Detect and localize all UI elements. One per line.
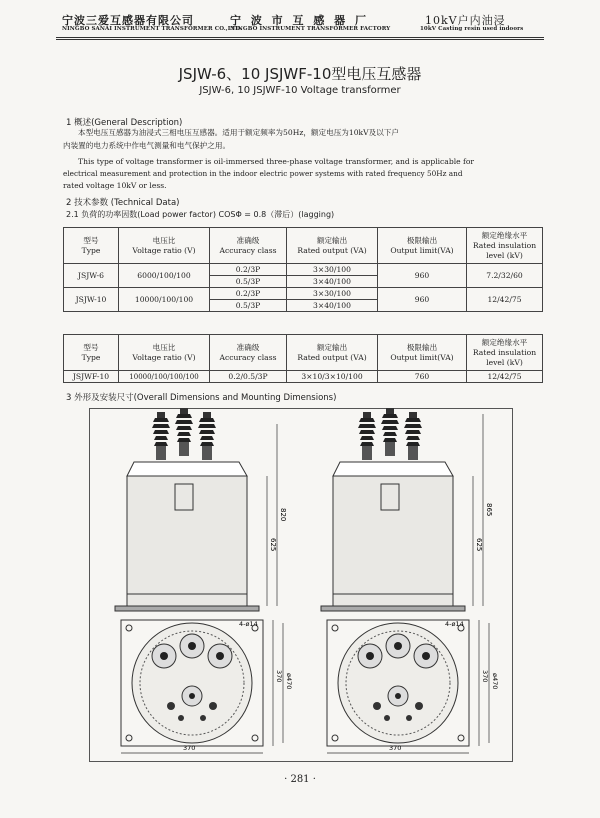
left-transformer-plan-view (121, 620, 283, 753)
cell-accuracy: 0.5/3P (210, 300, 287, 312)
page-subtitle: JSJW-6, 10 JSJWF-10 Voltage transformer (199, 85, 401, 96)
factory-name-en: NINGBO INSTRUMENT TRANSFORMER FACTORY (230, 26, 391, 32)
table-row (64, 288, 543, 300)
header-rule-thin (56, 39, 544, 40)
cell-type: JSJW-10 (64, 288, 119, 312)
cell-output: 3×30/100 (287, 288, 378, 300)
cell-accuracy: 0.2/3P (210, 264, 287, 276)
cell-insulation: 7.2/32/60 (467, 264, 543, 288)
category-cn: 10kV户内油浸 (425, 14, 506, 27)
cell-type: JSJWF-10 (64, 371, 119, 383)
technical-data-table (63, 227, 543, 312)
description-en-line3: rated voltage 10kV or less. (63, 181, 167, 190)
cell-type: JSJW-6 (64, 264, 119, 288)
cell-output: 3×40/100 (287, 276, 378, 288)
section-3-heading: 3 外形及安装尺寸(Overall Dimensions and Mounting Dimensions) (66, 393, 337, 403)
cell-ratio: 6000/100/100 (119, 264, 210, 288)
description-cn-line2: 内装置的电力系统中作电气测量和电气保护之用。 (63, 141, 231, 150)
left-bottom-label: 370 (183, 744, 196, 752)
cell-ratio: 10000/100/100/100 (119, 371, 210, 383)
col-type: 型号 Type (64, 228, 119, 264)
right-diameter-label: ø470 (491, 673, 499, 690)
section-2-heading: 2 技术参数 (Technical Data) (66, 198, 180, 208)
cell-output: 3×10/3×10/100 (287, 371, 378, 383)
header-rule (56, 37, 544, 38)
left-transformer-side-view (115, 408, 259, 611)
left-side-label: 370 (275, 670, 283, 683)
cell-insulation: 12/42/75 (467, 288, 543, 312)
left-height-label: 820 (279, 508, 287, 522)
cell-accuracy: 0.2/3P (210, 288, 287, 300)
category-en: 10kV Casting resin used indoors (420, 26, 524, 32)
col-ratio: 电压比 Voltage ratio (V) (119, 335, 210, 371)
col-limit: 极限输出 Output limit(VA) (378, 335, 467, 371)
table-header-row (64, 335, 543, 371)
page-title: JSJW-6、10 JSJWF-10型电压互感器 (178, 65, 422, 83)
table-row (64, 264, 543, 276)
cell-limit: 760 (378, 371, 467, 383)
table-header-row (64, 228, 543, 264)
description-en-line1: This type of voltage transformer is oil-immersed three-phase voltage transformer, and is applicable for (78, 157, 475, 166)
dimension-drawing (89, 408, 513, 762)
cell-accuracy: 0.5/3P (210, 276, 287, 288)
col-accuracy: 准确级 Accuracy class (210, 335, 287, 371)
jsjwf-table (63, 334, 543, 383)
col-output: 额定输出 Rated output (VA) (287, 335, 378, 371)
cell-insulation: 12/42/75 (467, 371, 543, 383)
page-number: · 281 · (284, 774, 316, 785)
cell-output: 3×40/100 (287, 300, 378, 312)
right-side-label: 370 (481, 670, 489, 683)
cell-limit: 960 (378, 264, 467, 288)
col-accuracy: 准确级 Accuracy class (210, 228, 287, 264)
cell-limit: 960 (378, 288, 467, 312)
col-ratio: 电压比 Voltage ratio (V) (119, 228, 210, 264)
right-height-label: 865 (485, 503, 493, 517)
cell-output: 3×30/100 (287, 264, 378, 276)
cell-accuracy: 0.2/0.5/3P (210, 371, 287, 383)
right-holes-label: 4-ø14 (445, 620, 464, 628)
table-row (64, 371, 543, 383)
left-holes-label: 4-ø14 (239, 620, 258, 628)
col-limit: 极限输出 Output limit(VA) (378, 228, 467, 264)
section-1-heading: 1 概述(General Description) (66, 118, 183, 128)
company-name-cn: 宁波三爱互感器有限公司 (62, 14, 194, 27)
cell-ratio: 10000/100/100 (119, 288, 210, 312)
col-insulation: 额定绝缘水平 Rated insulation level (kV) (467, 335, 543, 371)
col-insulation: 额定绝缘水平 Rated insulation level (kV) (467, 228, 543, 264)
description-en-line2: electrical measurement and protection in the indoor electric power systems with rated frequency 50Hz and (63, 169, 463, 178)
right-body-label: 625 (475, 538, 483, 552)
col-output: 额定输出 Rated output (VA) (287, 228, 378, 264)
right-transformer-side-view (321, 408, 465, 611)
load-power-factor: 2.1 负荷的功率因数(Load power factor) COSΦ = 0.8（滞后）(lagging) (66, 210, 335, 219)
right-transformer-plan-view (327, 620, 489, 753)
factory-name-cn: 宁 波 市 互 感 器 厂 (230, 14, 369, 27)
description-cn-line1: 本型电压互感器为油浸式三相电压互感器。适用于额定频率为50Hz，额定电压为10kV及以下户 (78, 128, 399, 137)
company-name-en: NINGBO SANAI INSTRUMENT TRANSFORMER CO.,LTD. (62, 26, 243, 32)
left-diameter-label: ø470 (285, 673, 293, 690)
col-type: 型号 Type (64, 335, 119, 371)
right-bottom-label: 370 (389, 744, 402, 752)
left-body-label: 625 (269, 538, 277, 552)
